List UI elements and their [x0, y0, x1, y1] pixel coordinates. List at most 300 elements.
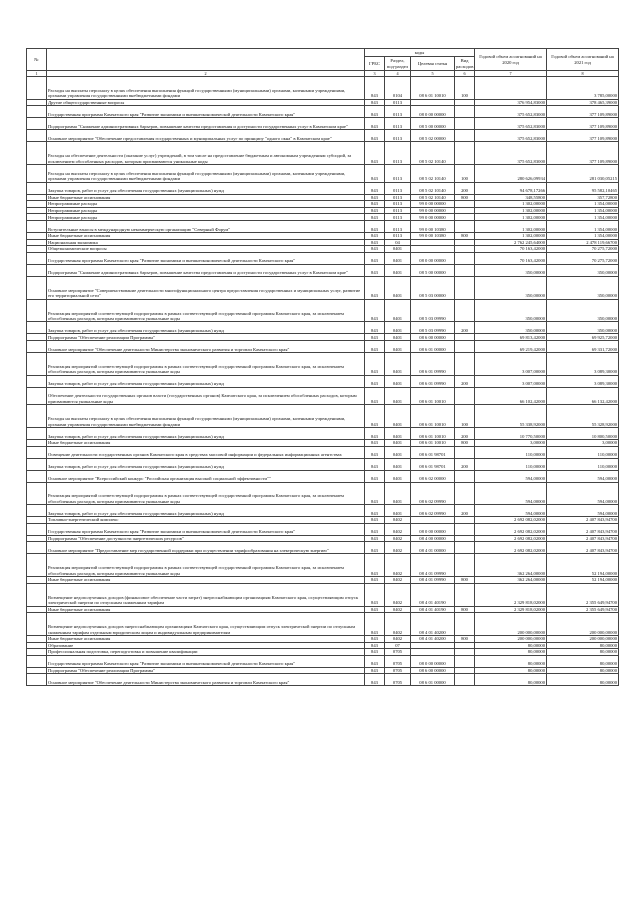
- table-row: [27, 246, 619, 253]
- cel-cell: 99 0 00 10380: [411, 232, 455, 239]
- amount-2021: 55 328,92000: [547, 405, 619, 428]
- grbs-cell: 843: [365, 239, 385, 246]
- amount-2021: 3 089,30000: [547, 375, 619, 387]
- vid-cell: [455, 523, 475, 535]
- header-num: №: [27, 49, 47, 71]
- razdel-cell: 0113: [385, 118, 411, 130]
- amount-2021: 350,00000: [547, 264, 619, 276]
- num-cell: [27, 106, 47, 118]
- amount-2021: 377 109,89000: [547, 118, 619, 130]
- table-row: [27, 194, 619, 201]
- razdel-cell: 0113: [385, 130, 411, 142]
- header-cel: Целевая статья: [411, 57, 455, 71]
- table-row: [27, 667, 619, 674]
- amount-2020: 2 329 818,02000: [475, 606, 547, 613]
- vid-cell: 200: [455, 427, 475, 439]
- cel-cell: 08 6 01 10010: [411, 77, 455, 100]
- vid-cell: [455, 252, 475, 264]
- cel-cell: 08 0 00 00000: [411, 655, 455, 667]
- row-name: Государственная программа Камчатского края "Развитие экономики и внешнеэкономической деятельности Камчатского края": [47, 655, 365, 667]
- vid-cell: [455, 470, 475, 482]
- row-name: Подпрограмма "Обеспечение доступности энергетических ресурсов": [47, 535, 365, 542]
- table-row: [27, 606, 619, 613]
- amount-2020: 200 000,00000: [475, 636, 547, 643]
- vid-cell: 100: [455, 77, 475, 100]
- table-row: [27, 207, 619, 214]
- amount-2020: 350,00000: [475, 276, 547, 299]
- colnum: 7: [475, 71, 547, 77]
- vid-cell: [455, 583, 475, 606]
- razdel-cell: 0402: [385, 613, 411, 636]
- amount-2020: 1 302,00000: [475, 207, 547, 214]
- num-cell: [27, 667, 47, 674]
- amount-2021: 80,00000: [547, 642, 619, 649]
- num-cell: [27, 523, 47, 535]
- row-name: Иные бюджетные ассигнования: [47, 636, 365, 643]
- vid-cell: [455, 655, 475, 667]
- row-name: Образование: [47, 642, 365, 649]
- amount-2020: 350,00000: [475, 299, 547, 322]
- razdel-cell: 0401: [385, 334, 411, 341]
- table-row: [27, 427, 619, 439]
- amount-2020: 69 219,42000: [475, 340, 547, 352]
- row-name: Закупка товаров, работ и услуг для обеспечения государственных (муниципальных) нужд: [47, 322, 365, 334]
- vid-cell: [455, 201, 475, 208]
- amount-2020: 594,00000: [475, 505, 547, 517]
- cel-cell: 08 0 00 00000: [411, 252, 455, 264]
- grbs-cell: 843: [365, 439, 385, 446]
- amount-2021: 2 478 119,66700: [547, 239, 619, 246]
- cel-cell: 08 5 02 00000: [411, 130, 455, 142]
- amount-2020: 2 329 818,02000: [475, 583, 547, 606]
- amount-2021: 594,00000: [547, 470, 619, 482]
- cel-cell: 08 6 02 09990: [411, 505, 455, 517]
- row-name: Реализация мероприятий соответствующей подпрограммы в рамках соответствующей государственной программы Камчатского края, за исключением обособленных расходов, которым присваиваются уникальные коды: [47, 482, 365, 505]
- grbs-cell: 843: [365, 142, 385, 165]
- cel-cell: [411, 642, 455, 649]
- vid-cell: 800: [455, 232, 475, 239]
- colnum: 8: [547, 71, 619, 77]
- amount-2020: 3,00000: [475, 439, 547, 446]
- row-name: Реализация мероприятий соответствующей подпрограммы в рамках соответствующей государственной программы Камчатского края, за исключением обособленных расходов, которым присваиваются уникальные коды: [47, 299, 365, 322]
- razdel-cell: 0113: [385, 194, 411, 201]
- table-row: [27, 276, 619, 299]
- vid-cell: 200: [455, 182, 475, 194]
- table-row: [27, 352, 619, 375]
- grbs-cell: 843: [365, 246, 385, 253]
- num-cell: [27, 165, 47, 182]
- amount-2021: 594,00000: [547, 505, 619, 517]
- vid-cell: [455, 299, 475, 322]
- razdel-cell: 0401: [385, 340, 411, 352]
- num-cell: [27, 458, 47, 470]
- grbs-cell: 843: [365, 299, 385, 322]
- grbs-cell: 843: [365, 106, 385, 118]
- amount-2021: 2 407 843,94700: [547, 542, 619, 554]
- table-row: [27, 636, 619, 643]
- vid-cell: [455, 535, 475, 542]
- vid-cell: [455, 246, 475, 253]
- num-cell: [27, 334, 47, 341]
- amount-2021: 1 354,00000: [547, 201, 619, 208]
- table-row: [27, 674, 619, 686]
- num-cell: [27, 276, 47, 299]
- table-row: [27, 239, 619, 246]
- razdel-cell: 0401: [385, 252, 411, 264]
- razdel-cell: 0402: [385, 523, 411, 535]
- num-cell: [27, 542, 47, 554]
- num-cell: [27, 446, 47, 458]
- num-cell: [27, 649, 47, 656]
- num-cell: [27, 427, 47, 439]
- amount-2021: 110,00000: [547, 446, 619, 458]
- grbs-cell: 843: [365, 642, 385, 649]
- colnum: 3: [365, 71, 385, 77]
- vid-cell: [455, 667, 475, 674]
- table-row: [27, 439, 619, 446]
- amount-2020: 1 302,00000: [475, 220, 547, 232]
- row-name: Непрограммные расходы: [47, 207, 365, 214]
- vid-cell: [455, 106, 475, 118]
- num-cell: [27, 207, 47, 214]
- row-name: Расходы на выплаты персоналу в целях обеспечения выполнения функций государственными (муниципальными) органами, казенными учреждениями, органами управления государственными внебюджетными фондами: [47, 405, 365, 428]
- grbs-cell: 843: [365, 542, 385, 554]
- cel-cell: 08 6 00 00000: [411, 667, 455, 674]
- cel-cell: 08 6 01 10010: [411, 439, 455, 446]
- grbs-cell: 843: [365, 264, 385, 276]
- colnum: 2: [47, 71, 365, 77]
- amount-2020: 594,00000: [475, 470, 547, 482]
- amount-2021: 350,00000: [547, 322, 619, 334]
- vid-cell: [455, 613, 475, 636]
- grbs-cell: 843: [365, 446, 385, 458]
- row-name: Закупка товаров, работ и услуг для обеспечения государственных (муниципальных) нужд: [47, 458, 365, 470]
- razdel-cell: 0113: [385, 207, 411, 214]
- table-row: [27, 130, 619, 142]
- vid-cell: 800: [455, 577, 475, 584]
- row-name: Иные бюджетные ассигнования: [47, 232, 365, 239]
- vid-cell: [455, 352, 475, 375]
- grbs-cell: 843: [365, 405, 385, 428]
- num-cell: [27, 299, 47, 322]
- table-row: [27, 613, 619, 636]
- num-cell: [27, 405, 47, 428]
- amount-2020: 350,00000: [475, 322, 547, 334]
- num-cell: [27, 470, 47, 482]
- razdel-cell: 0402: [385, 583, 411, 606]
- cel-cell: 08 6 00 00000: [411, 334, 455, 341]
- grbs-cell: 843: [365, 252, 385, 264]
- num-cell: [27, 674, 47, 686]
- table-row: [27, 482, 619, 505]
- amount-2021: 2 407 843,94700: [547, 517, 619, 524]
- header-vid: Вид расходов: [456, 58, 474, 69]
- header-name: [47, 49, 365, 71]
- razdel-cell: 0113: [385, 182, 411, 194]
- amount-2020: 375 652,83000: [475, 142, 547, 165]
- razdel-cell: 0113: [385, 214, 411, 221]
- razdel-cell: 0401: [385, 352, 411, 375]
- row-name: Другие общегосударственные вопросы: [47, 99, 365, 106]
- num-cell: [27, 375, 47, 387]
- amount-2020: 348,55800: [475, 194, 547, 201]
- cel-cell: 08 6 01 09990: [411, 352, 455, 375]
- grbs-cell: 843: [365, 505, 385, 517]
- razdel-cell: 0401: [385, 505, 411, 517]
- grbs-cell: 843: [365, 655, 385, 667]
- grbs-cell: 843: [365, 613, 385, 636]
- cel-cell: 08 5 00 00000: [411, 264, 455, 276]
- row-name: Закупка товаров, работ и услуг для обеспечения государственных (муниципальных) нужд: [47, 427, 365, 439]
- amount-2020: 70 163,42000: [475, 252, 547, 264]
- row-name: Реализация мероприятий соответствующей подпрограммы в рамках соответствующей государственной программы Камчатского края, за исключением обособленных расходов, которым присваиваются уникальные коды: [47, 352, 365, 375]
- table-row: [27, 118, 619, 130]
- cel-cell: 08 4 01 09990: [411, 577, 455, 584]
- grbs-cell: 843: [365, 523, 385, 535]
- amount-2020: 55 338,92000: [475, 405, 547, 428]
- num-cell: [27, 130, 47, 142]
- row-name: Государственная программа Камчатского края "Развитие экономики и внешнеэкономической деятельности Камчатского края": [47, 252, 365, 264]
- grbs-cell: 843: [365, 636, 385, 643]
- num-cell: [27, 517, 47, 524]
- razdel-cell: 0401: [385, 458, 411, 470]
- num-cell: [27, 655, 47, 667]
- num-cell: [27, 554, 47, 577]
- table-row: [27, 252, 619, 264]
- row-name: Национальная экономика: [47, 239, 365, 246]
- grbs-cell: 843: [365, 554, 385, 577]
- amount-2021: 350,00000: [547, 299, 619, 322]
- num-cell: [27, 352, 47, 375]
- vid-cell: [455, 649, 475, 656]
- grbs-cell: 843: [365, 340, 385, 352]
- razdel-cell: 0113: [385, 165, 411, 182]
- vid-cell: 100: [455, 165, 475, 182]
- amount-2021: 281 030,05215: [547, 165, 619, 182]
- razdel-cell: 0402: [385, 577, 411, 584]
- row-name: Основное мероприятие "Обеспечение предоставления государственных и муниципальных услуг по принципу "одного окна" в Камчатском крае": [47, 130, 365, 142]
- amount-2020: 594,00000: [475, 482, 547, 505]
- table-row: [27, 201, 619, 208]
- amount-2021: 378 465,39000: [547, 99, 619, 106]
- razdel-cell: 0402: [385, 554, 411, 577]
- num-cell: [27, 220, 47, 232]
- grbs-cell: 843: [365, 517, 385, 524]
- cel-cell: 08 4 01 40190: [411, 606, 455, 613]
- table-row: [27, 535, 619, 542]
- cel-cell: 99 0 00 00000: [411, 207, 455, 214]
- table-row: [27, 299, 619, 322]
- grbs-cell: 843: [365, 470, 385, 482]
- amount-2020: 2 692 082,02000: [475, 523, 547, 535]
- amount-2021: 95 582,10465: [547, 182, 619, 194]
- grbs-cell: 843: [365, 201, 385, 208]
- grbs-cell: 843: [365, 207, 385, 214]
- vid-cell: 200: [455, 375, 475, 387]
- cel-cell: 08 4 01 09990: [411, 554, 455, 577]
- colnum: 5: [411, 71, 455, 77]
- amount-2021: 69 925,72000: [547, 334, 619, 341]
- num-cell: [27, 340, 47, 352]
- vid-cell: 100: [455, 405, 475, 428]
- amount-2021: 80,00000: [547, 667, 619, 674]
- colnum: 4: [385, 71, 411, 77]
- num-cell: [27, 252, 47, 264]
- amount-2020: 80,00000: [475, 674, 547, 686]
- amount-2020: 80,00000: [475, 667, 547, 674]
- grbs-cell: 843: [365, 535, 385, 542]
- vid-cell: 800: [455, 636, 475, 643]
- cel-cell: [411, 99, 455, 106]
- amount-2020: 66 102,42000: [475, 387, 547, 404]
- amount-2021: 377 109,89000: [547, 142, 619, 165]
- cel-cell: 08 6 01 09990: [411, 375, 455, 387]
- num-cell: [27, 194, 47, 201]
- amount-2021: 377 109,89000: [547, 130, 619, 142]
- row-name: Государственная программа Камчатского края "Развитие экономики и внешнеэкономической деятельности Камчатского края": [47, 523, 365, 535]
- row-name: Реализация мероприятий соответствующей подпрограммы в рамках соответствующей государственной программы Камчатского края, за исключением обособленных расходов, которым присваиваются уникальные коды: [47, 554, 365, 577]
- razdel-cell: 0705: [385, 649, 411, 656]
- vid-cell: [455, 340, 475, 352]
- amount-2020: 350,00000: [475, 264, 547, 276]
- row-name: Непрограммные расходы: [47, 201, 365, 208]
- razdel-cell: 0113: [385, 99, 411, 106]
- grbs-cell: 843: [365, 583, 385, 606]
- amount-2020: 80,00000: [475, 655, 547, 667]
- vid-cell: [455, 276, 475, 299]
- vid-cell: [455, 130, 475, 142]
- cel-cell: 08 5 02 10140: [411, 142, 455, 165]
- razdel-cell: 0104: [385, 77, 411, 100]
- amount-2020: 376 954,83000: [475, 99, 547, 106]
- row-name: Топливно-энергетический комплекс: [47, 517, 365, 524]
- amount-2021: 52 194,00000: [547, 577, 619, 584]
- grbs-cell: 843: [365, 194, 385, 201]
- budget-page: [26, 48, 618, 686]
- row-name: Расходы на обеспечение деятельности (оказание услуг) учреждений, в том числе на предоставление бюджетным и автономным учреждениям субсидий, за исключением обособленных расходов, которым присваиваются уникальные коды: [47, 142, 365, 165]
- razdel-cell: 0401: [385, 322, 411, 334]
- grbs-cell: 843: [365, 482, 385, 505]
- razdel-cell: 0401: [385, 299, 411, 322]
- num-cell: [27, 577, 47, 584]
- razdel-cell: 0401: [385, 446, 411, 458]
- table-row: [27, 523, 619, 535]
- amount-2021: 2 355 649,94700: [547, 606, 619, 613]
- grbs-cell: 843: [365, 427, 385, 439]
- amount-2020: [475, 77, 547, 100]
- razdel-cell: 0401: [385, 387, 411, 404]
- razdel-cell: 0705: [385, 655, 411, 667]
- num-cell: [27, 182, 47, 194]
- header-2021: Годовой объем ассигнований на 2021 год: [547, 49, 619, 71]
- razdel-cell: 0401: [385, 375, 411, 387]
- amount-2021: 350,00000: [547, 276, 619, 299]
- row-name: Закупка товаров, работ и услуг для обеспечения государственных (муниципальных) нужд: [47, 182, 365, 194]
- num-cell: [27, 439, 47, 446]
- grbs-cell: 843: [365, 118, 385, 130]
- amount-2020: 110,00000: [475, 446, 547, 458]
- row-name: Подпрограмма "Обеспечение реализации Программы": [47, 667, 365, 674]
- vid-cell: [455, 674, 475, 686]
- vid-cell: [455, 239, 475, 246]
- cel-cell: 08 6 02 09990: [411, 482, 455, 505]
- razdel-cell: 0402: [385, 542, 411, 554]
- amount-2021: 80,00000: [547, 655, 619, 667]
- table-row: [27, 264, 619, 276]
- row-name: Иные бюджетные ассигнования: [47, 194, 365, 201]
- grbs-cell: 843: [365, 165, 385, 182]
- razdel-cell: 0705: [385, 667, 411, 674]
- vid-cell: [455, 214, 475, 221]
- num-cell: [27, 387, 47, 404]
- row-name: Иные бюджетные ассигнования: [47, 606, 365, 613]
- razdel-cell: 0401: [385, 264, 411, 276]
- vid-cell: [455, 207, 475, 214]
- vid-cell: 200: [455, 458, 475, 470]
- table-row: [27, 106, 619, 118]
- budget-table: [26, 48, 619, 686]
- num-cell: [27, 583, 47, 606]
- table-row: [27, 142, 619, 165]
- amount-2020: 70 163,42000: [475, 246, 547, 253]
- amount-2020: 362 264,00000: [475, 577, 547, 584]
- razdel-cell: 0401: [385, 276, 411, 299]
- amount-2020: 280 626,09934: [475, 165, 547, 182]
- cel-cell: 08 6 01 10010: [411, 427, 455, 439]
- grbs-cell: 843: [365, 99, 385, 106]
- table-row: [27, 375, 619, 387]
- cel-cell: 08 6 01 00000: [411, 674, 455, 686]
- amount-2021: 1 354,00000: [547, 214, 619, 221]
- amount-2021: 10 800,50000: [547, 427, 619, 439]
- razdel-cell: 0113: [385, 142, 411, 165]
- cel-cell: 99 0 00 00000: [411, 201, 455, 208]
- amount-2020: 3 007,00000: [475, 375, 547, 387]
- num-cell: [27, 642, 47, 649]
- razdel-cell: 0401: [385, 439, 411, 446]
- table-row: [27, 387, 619, 404]
- table-row: [27, 446, 619, 458]
- amount-2021: 70 275,72000: [547, 246, 619, 253]
- amount-2020: 69 813,42000: [475, 334, 547, 341]
- table-row: [27, 470, 619, 482]
- row-name: Основное мероприятие "Предоставление мер государственной поддержки при осуществлении тарифообразования на электрическую энергию": [47, 542, 365, 554]
- cel-cell: 99 0 00 00000: [411, 214, 455, 221]
- amount-2021: 200 000,00000: [547, 613, 619, 636]
- table-row: [27, 214, 619, 221]
- row-name: Обеспечение деятельности государственных органов власти (государственных органов) Камчатского края, за исключением обособленных расходов, которым присваиваются уникальные коды: [47, 387, 365, 404]
- cel-cell: 08 5 03 09990: [411, 322, 455, 334]
- row-name: Непрограммные расходы: [47, 214, 365, 221]
- amount-2021: 2 407 843,94700: [547, 523, 619, 535]
- row-name: Основное мероприятие "Всероссийский конкурс "Российская организация высокой социальной эффективности"": [47, 470, 365, 482]
- vid-cell: [455, 118, 475, 130]
- amount-2020: 375 652,83000: [475, 106, 547, 118]
- table-row: [27, 655, 619, 667]
- header-codes: коды: [365, 49, 475, 57]
- cel-cell: [411, 517, 455, 524]
- cel-cell: 08 5 02 10140: [411, 194, 455, 201]
- vid-cell: [455, 387, 475, 404]
- razdel-cell: 0113: [385, 220, 411, 232]
- amount-2021: 3,00000: [547, 439, 619, 446]
- amount-2021: 69 331,72000: [547, 340, 619, 352]
- table-row: [27, 405, 619, 428]
- row-name: Профессиональная подготовка, переподготовка и повышение квалификации: [47, 649, 365, 656]
- razdel-cell: 0402: [385, 636, 411, 643]
- table-row: [27, 542, 619, 554]
- amount-2020: 94 678,17266: [475, 182, 547, 194]
